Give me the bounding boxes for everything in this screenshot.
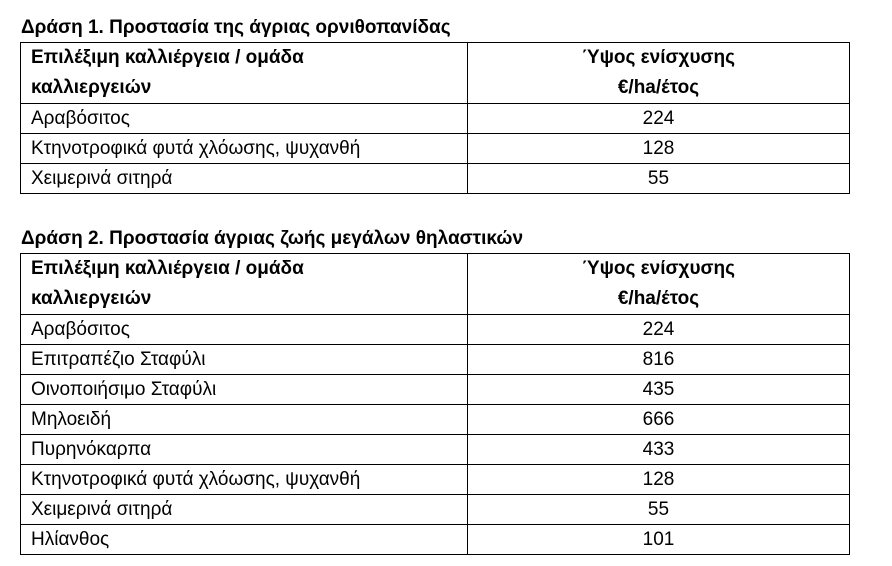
table-row — [21, 164, 850, 194]
amount-header-line2: €/ha/έτος — [617, 77, 700, 98]
action2-table-body — [21, 315, 850, 555]
crop-header-line1: Επιλέξιμη καλλιέργεια / ομάδα — [31, 47, 304, 68]
amount-cell: 435 — [468, 375, 850, 405]
crop-header-line2: καλλιεργειών — [31, 288, 152, 309]
amount-header-line1: Ύψος ενίσχυσης — [581, 258, 736, 279]
table-row — [21, 465, 850, 495]
action2-title: Δράση 2. Προστασία άγριας ζωής μεγάλων θηλαστικών — [21, 228, 524, 249]
amount-cell: 128 — [468, 465, 850, 495]
amount-header-line2: €/ha/έτος — [617, 288, 700, 309]
action1-table — [20, 42, 850, 194]
crop-cell: Χειμερινά σιτηρά — [21, 495, 468, 525]
crop-cell: Ηλίανθος — [21, 525, 468, 555]
crop-column-header — [21, 254, 468, 315]
table-row — [21, 134, 850, 164]
crop-header-line1: Επιλέξιμη καλλιέργεια / ομάδα — [31, 258, 304, 279]
amount-cell: 666 — [468, 405, 850, 435]
table-row — [21, 345, 850, 375]
action1-title: Δράση 1. Προστασία της άγριας ορνιθοπανίδας — [21, 17, 451, 38]
table-row — [21, 525, 850, 555]
table-row — [21, 104, 850, 134]
amount-cell: 816 — [468, 345, 850, 375]
table-row — [21, 405, 850, 435]
amount-cell: 224 — [468, 315, 850, 345]
crop-cell: Μηλοειδή — [21, 405, 468, 435]
crop-header-line2: καλλιεργειών — [31, 77, 152, 98]
amount-cell: 55 — [468, 164, 850, 194]
crop-cell: Επιτραπέζιο Σταφύλι — [21, 345, 468, 375]
crop-cell: Πυρηνόκαρπα — [21, 435, 468, 465]
amount-cell: 55 — [468, 495, 850, 525]
crop-cell: Οινοποιήσιμο Σταφύλι — [21, 375, 468, 405]
crop-cell: Κτηνοτροφικά φυτά χλόωσης, ψυχανθή — [21, 465, 468, 495]
table-row — [21, 495, 850, 525]
table-row — [21, 375, 850, 405]
table-row — [21, 315, 850, 345]
crop-cell: Αραβόσιτος — [21, 104, 468, 134]
crop-column-header — [21, 43, 468, 104]
amount-column-header — [468, 43, 850, 104]
crop-cell: Κτηνοτροφικά φυτά χλόωσης, ψυχανθή — [21, 134, 468, 164]
amount-column-header — [468, 254, 850, 315]
crop-cell: Αραβόσιτος — [21, 315, 468, 345]
table-header-row — [21, 43, 850, 104]
amount-cell: 128 — [468, 134, 850, 164]
crop-cell: Χειμερινά σιτηρά — [21, 164, 468, 194]
amount-cell: 224 — [468, 104, 850, 134]
amount-cell: 101 — [468, 525, 850, 555]
table-header-row — [21, 254, 850, 315]
action1-table-body — [21, 104, 850, 194]
amount-cell: 433 — [468, 435, 850, 465]
amount-header-line1: Ύψος ενίσχυσης — [581, 47, 736, 68]
action2-table — [20, 253, 850, 555]
table-row — [21, 435, 850, 465]
